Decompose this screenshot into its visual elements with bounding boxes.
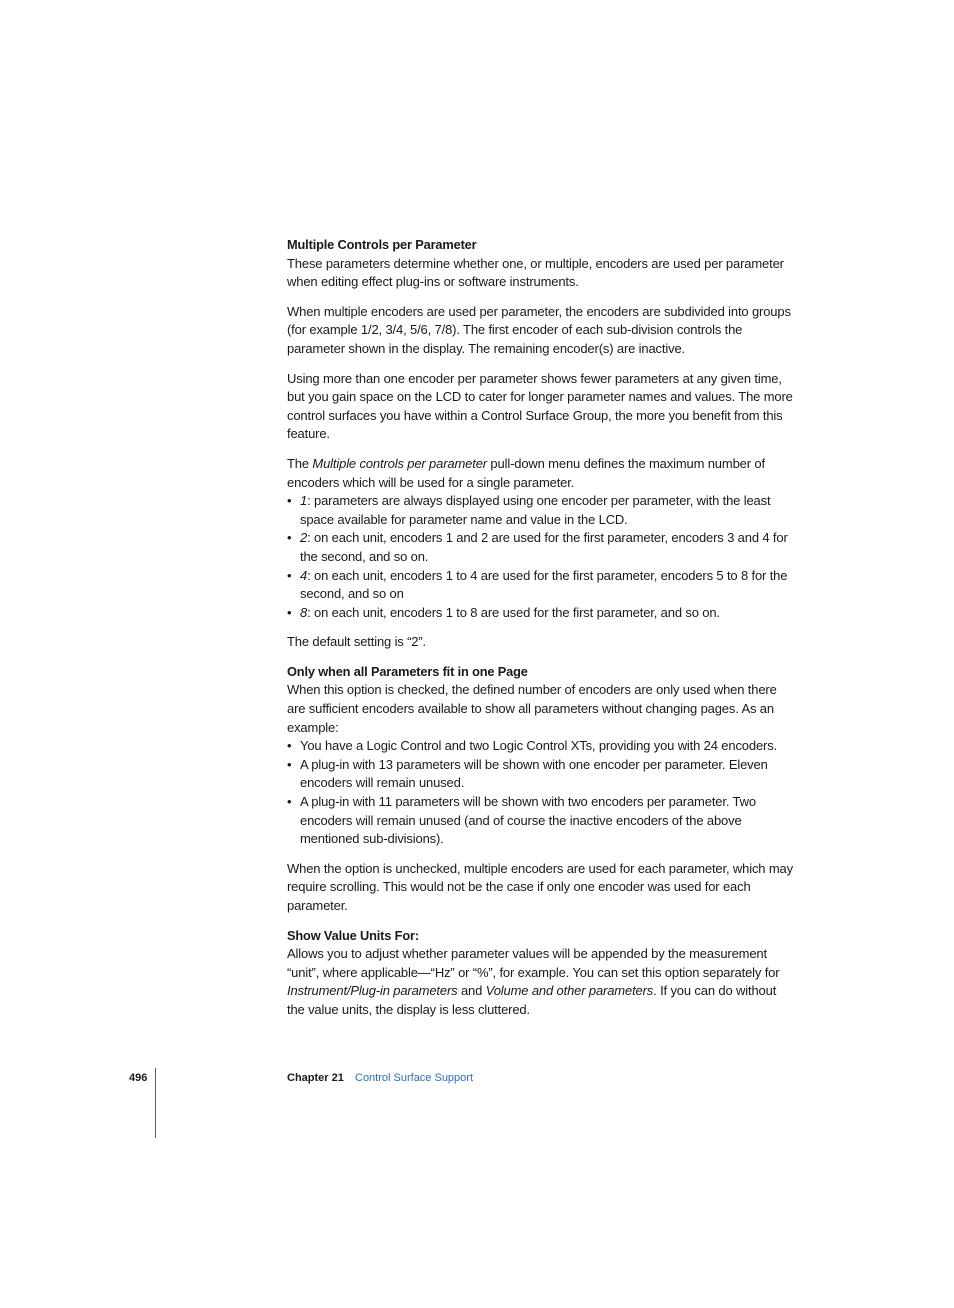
- option-key: 8: [300, 604, 308, 620]
- list-item: [287, 492, 797, 529]
- option-key: 1: [300, 493, 308, 509]
- paragraph: The default setting is “2”.: [287, 634, 427, 650]
- option-text: : on each unit, encoders 1 to 8 are used for the first parameter, and so on.: [307, 604, 720, 620]
- text-run: pull-down menu defines the maximum number of encoders which will be used for a single parameter.: [287, 455, 765, 490]
- list-item: • A plug-in with 13 parameters will be shown with one encoder per parameter. Eleven encoders will remain unused.: [287, 756, 797, 793]
- list-item: [287, 604, 797, 623]
- option-text: : on each unit, encoders 1 to 4 are used for the first parameter, encoders 5 to 8 for the second, and so on: [300, 567, 788, 602]
- section-heading: Show Value Units For:: [287, 927, 419, 943]
- section-only-when: [287, 663, 797, 916]
- section-heading: Only when all Parameters fit in one Page: [287, 663, 528, 679]
- bullet-list: [287, 492, 797, 622]
- text-run: Allows you to adjust whether parameter values will be appended by the measurement “unit”, where applicable—“Hz” or “%”, for example. You can set this option separately for: [287, 946, 780, 980]
- bullet-list: [287, 737, 797, 849]
- menu-name-italic: Multiple controls per parameter: [312, 455, 487, 471]
- paragraph: These parameters determine whether one, or multiple, encoders are used per parameter when editing effect plug-ins or software instruments.: [287, 255, 784, 290]
- text-run: and: [457, 983, 486, 999]
- chapter-title-link[interactable]: Control Surface Support: [355, 1072, 474, 1084]
- option-key: 4: [300, 567, 308, 583]
- text-run: . If you can do without the value units, the display is less cluttered.: [287, 983, 777, 1017]
- paragraph: [287, 945, 797, 1019]
- option-key: 2: [300, 530, 308, 546]
- paragraph: When this option is checked, the defined number of encoders are only used when there are sufficient encoders available to show all parameters without changing pages. As an example:: [287, 682, 777, 735]
- chapter-label: Chapter 21: [287, 1072, 344, 1084]
- list-item: • You have a Logic Control and two Logic Control XTs, providing you with 24 encoders.: [287, 737, 797, 756]
- paragraph: Using more than one encoder per parameter shows fewer parameters at any given time, but you gain space on the LCD to cater for longer parameter names and values. The more control surfaces you have within a Control Surface Group, the more you benefit from this feature.: [287, 370, 793, 442]
- footer-divider: [155, 1068, 156, 1138]
- option-text: : parameters are always displayed using one encoder per parameter, with the least space available for parameter name and value in the LCD.: [300, 493, 771, 527]
- list-item: • A plug-in with 11 parameters will be shown with two encoders per parameter. Two encoders will remain unused (and of course the inactive encoders of the above mentioned sub-divisions).: [287, 793, 797, 849]
- page-number: 496: [129, 1072, 148, 1084]
- text-run: The: [287, 455, 313, 471]
- paragraph: When the option is unchecked, multiple encoders are used for each parameter, which may require scrolling. This would not be the case if only one encoder was used for each parameter.: [287, 860, 793, 913]
- option-text: : on each unit, encoders 1 and 2 are used for the first parameter, encoders 3 and 4 for the second, and so on.: [300, 530, 788, 564]
- paragraph: [287, 455, 797, 492]
- option-name-italic: Volume and other parameters: [485, 983, 654, 999]
- section-show-value-units: [287, 927, 797, 1020]
- list-item: [287, 567, 797, 604]
- list-item: [287, 529, 797, 566]
- page-body: [287, 236, 797, 1031]
- option-name-italic: Instrument/Plug-in parameters: [287, 983, 458, 999]
- section-multiple-controls: [287, 236, 797, 652]
- paragraph: When multiple encoders are used per parameter, the encoders are subdivided into groups (for example 1/2, 3/4, 5/6, 7/8). The first encoder of each sub-division controls the parameter shown in the display. The remaining encoder(s) are inactive.: [287, 303, 791, 356]
- section-heading: Multiple Controls per Parameter: [287, 237, 477, 252]
